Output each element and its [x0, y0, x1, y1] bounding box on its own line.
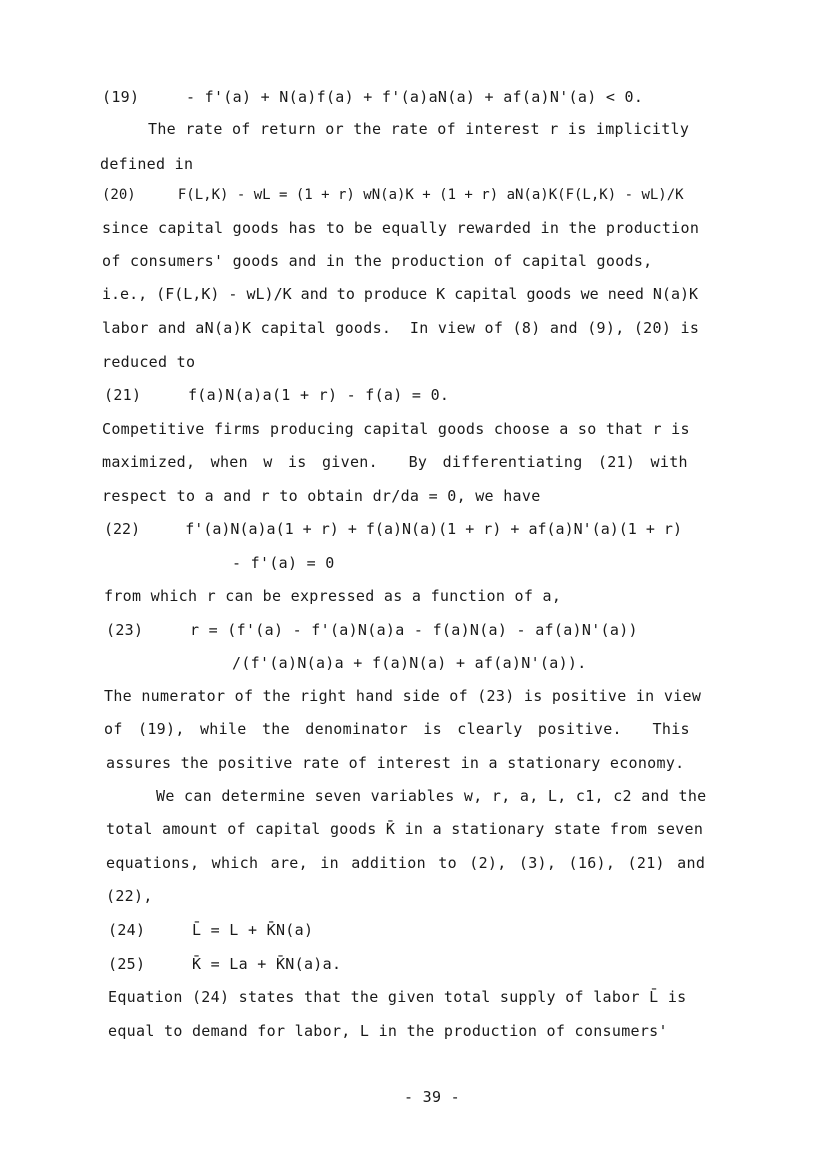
- text-line-21: assures the positive rate of interest in a stationary economy.: [106, 754, 685, 772]
- text-line-14: (22) f'(a)N(a)a(1 + r) + f(a)N(a)(1 + r) + af(a)N'(a)(1 + r): [104, 520, 682, 538]
- page-number: - 39 -: [404, 1088, 460, 1106]
- text-line-4: (20) F(L,K) - wL = (1 + r) wN(a)K + (1 + r) aN(a)K(F(L,K) - wL)/K: [102, 187, 684, 203]
- text-line-27: (25) K̄ = La + K̄N(a)a.: [108, 955, 342, 973]
- text-line-29: equal to demand for labor, L in the production of consumers': [108, 1022, 668, 1040]
- text-line-24: equations, which are, in addition to (2), (3), (16), (21) and: [106, 854, 706, 872]
- text-line-20: of (19), while the denominator is clearly positive. This: [104, 720, 690, 738]
- text-line-26: (24) L̄ = L + K̄N(a): [108, 921, 314, 939]
- text-line-28: Equation (24) states that the given total supply of labor L̄ is: [108, 988, 687, 1006]
- text-line-22: We can determine seven variables w, r, a, L, c1, c2 and the: [156, 787, 707, 805]
- text-line-12: maximized, when w is given. By differentiating (21) with: [102, 453, 688, 471]
- text-line-7: i.e., (F(L,K) - wL)/K and to produce K capital goods we need N(a)K: [102, 285, 699, 303]
- text-line-1: (19) - f'(a) + N(a)f(a) + f'(a)aN(a) + af(a)N'(a) < 0.: [102, 88, 644, 106]
- text-line-19: The numerator of the right hand side of (23) is positive in view: [104, 687, 702, 705]
- text-line-11: Competitive firms producing capital goods choose a so that r is: [102, 420, 690, 438]
- text-line-5: since capital goods has to be equally rewarded in the production: [102, 219, 700, 237]
- text-line-25: (22),: [106, 887, 153, 905]
- text-line-17: (23) r = (f'(a) - f'(a)N(a)a - f(a)N(a) - af(a)N'(a)): [106, 621, 638, 639]
- text-line-10: (21) f(a)N(a)a(1 + r) - f(a) = 0.: [104, 386, 450, 404]
- text-line-9: reduced to: [102, 353, 196, 371]
- text-line-13: respect to a and r to obtain dr/da = 0, we have: [102, 487, 541, 505]
- text-line-8: labor and aN(a)K capital goods. In view of (8) and (9), (20) is: [102, 319, 700, 337]
- text-line-23: total amount of capital goods K̄ in a stationary state from seven: [106, 820, 704, 838]
- text-line-3: defined in: [100, 155, 194, 173]
- text-line-16: from which r can be expressed as a function of a,: [104, 587, 562, 605]
- text-line-6: of consumers' goods and in the production of capital goods,: [102, 252, 653, 270]
- text-line-18: /(f'(a)N(a)a + f(a)N(a) + af(a)N'(a)).: [232, 654, 587, 672]
- text-line-15: - f'(a) = 0: [232, 554, 335, 572]
- text-line-2: The rate of return or the rate of interest r is implicitly: [148, 120, 690, 138]
